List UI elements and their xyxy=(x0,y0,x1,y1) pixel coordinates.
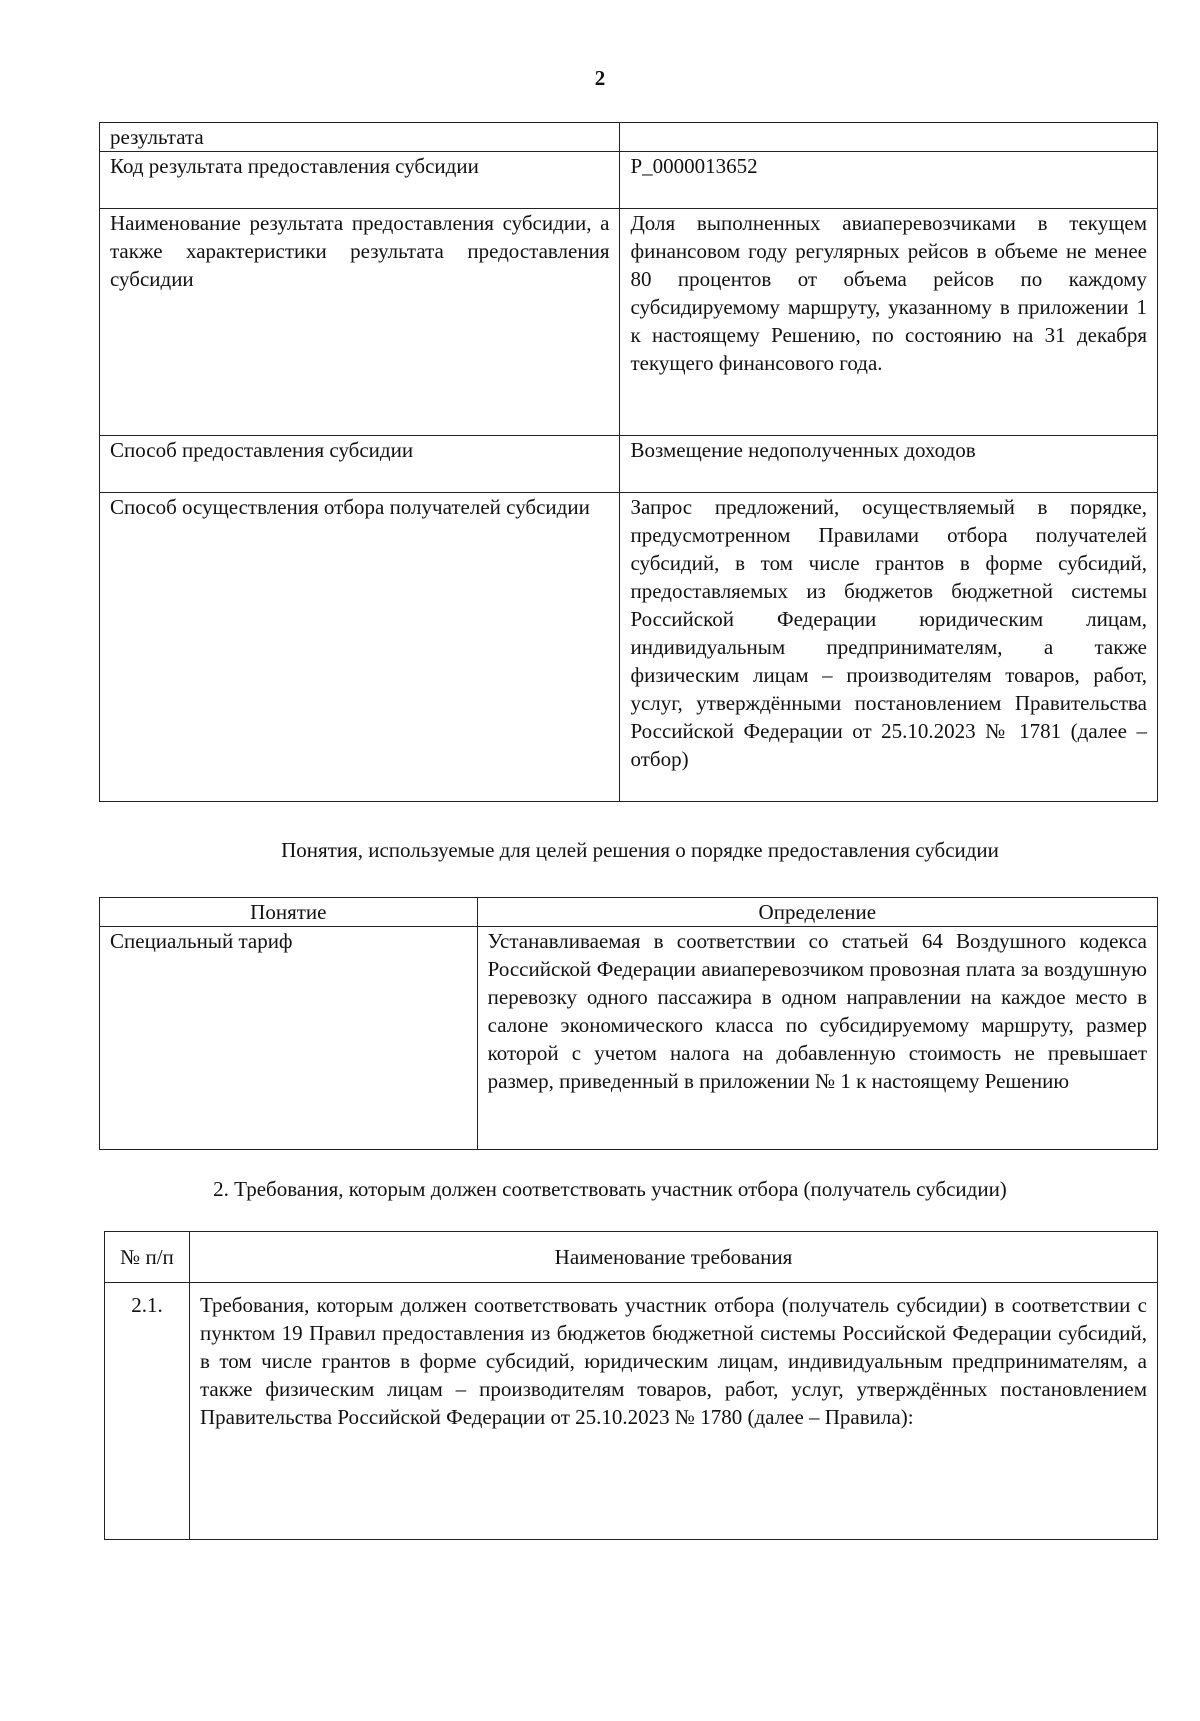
column-header-definition: Определение xyxy=(477,898,1157,927)
row-value xyxy=(620,123,1158,152)
table-header-row xyxy=(100,898,1158,927)
result-table xyxy=(99,122,1158,802)
table-row xyxy=(100,152,1158,209)
table-row xyxy=(100,123,1158,152)
definition-cell: Устанавливаемая в соответствии со статьей 64 Воздушного кодекса Российской Федерации авиаперевозчиком провозная плата за воздушную перевозку одного пассажира в одном направлении на каждое место в салоне экономического класса по субсидируемому маршруту, размер которой с учетом налога на добавленную стоимость не превышает размер, приведенный в приложении № 1 к настоящему Решению xyxy=(477,927,1157,1150)
requirement-number: 2.1. xyxy=(105,1283,190,1540)
requirement-text: Требования, которым должен соответствовать участник отбора (получатель субсидии) в соответствии с пунктом 19 Правил предоставления из бюджетов бюджетной системы Российской Федерации субсидий, в том числе грантов в форме субсидий, юридическим лицам, индивидуальным предпринимателям, а также физическим лицам – производителям товаров, работ, услуг, утверждённых постановлением Правительства Российской Федерации от 25.10.2023 № 1780 (далее – Правила): xyxy=(189,1283,1157,1540)
row-value: Р_0000013652 xyxy=(620,152,1158,209)
table-row xyxy=(100,493,1158,802)
column-header-concept: Понятие xyxy=(100,898,478,927)
table-row xyxy=(100,209,1158,436)
row-label: Способ предоставления субсидии xyxy=(100,436,620,493)
row-label: Способ осуществления отбора получателей субсидии xyxy=(100,493,620,802)
row-label: Код результата предоставления субсидии xyxy=(100,152,620,209)
table-header-row xyxy=(105,1232,1158,1283)
table-row xyxy=(105,1283,1158,1540)
column-header-name: Наименование требования xyxy=(189,1232,1157,1283)
row-value: Возмещение недополученных доходов xyxy=(620,436,1158,493)
concept-cell: Специальный тариф xyxy=(100,927,478,1150)
column-header-number: № п/п xyxy=(105,1232,190,1283)
requirements-heading: 2. Требования, которым должен соответствовать участник отбора (получатель субсидии) xyxy=(213,1177,1007,1201)
row-label: Наименование результата предоставления субсидии, а также характеристики результата предоставления субсидии xyxy=(100,209,620,436)
row-label: результата xyxy=(100,123,620,152)
concepts-table xyxy=(99,897,1158,1150)
requirements-table xyxy=(104,1231,1158,1540)
table-row xyxy=(100,436,1158,493)
page-number: 2 xyxy=(594,66,606,90)
table-row xyxy=(100,927,1158,1150)
row-value: Запрос предложений, осуществляемый в порядке, предусмотренном Правилами отбора получателей субсидий, в том числе грантов в форме субсидий, предоставляемых из бюджетов бюджетной системы Российской Федерации юридическим лицам, индивидуальным предпринимателям, а также физическим лицам – производителям товаров, работ, услуг, утверждёнными постановлением Правительства Российской Федерации от 25.10.2023 № 1781 (далее – отбор) xyxy=(620,493,1158,802)
row-value: Доля выполненных авиаперевозчиками в текущем финансовом году регулярных рейсов в объеме не менее 80 процентов от объема рейсов по каждому субсидируемому маршруту, указанному в приложении 1 к настоящему Решению, по состоянию на 31 декабря текущего финансового года. xyxy=(620,209,1158,436)
concepts-heading: Понятия, используемые для целей решения о порядке предоставления субсидии xyxy=(281,838,999,862)
